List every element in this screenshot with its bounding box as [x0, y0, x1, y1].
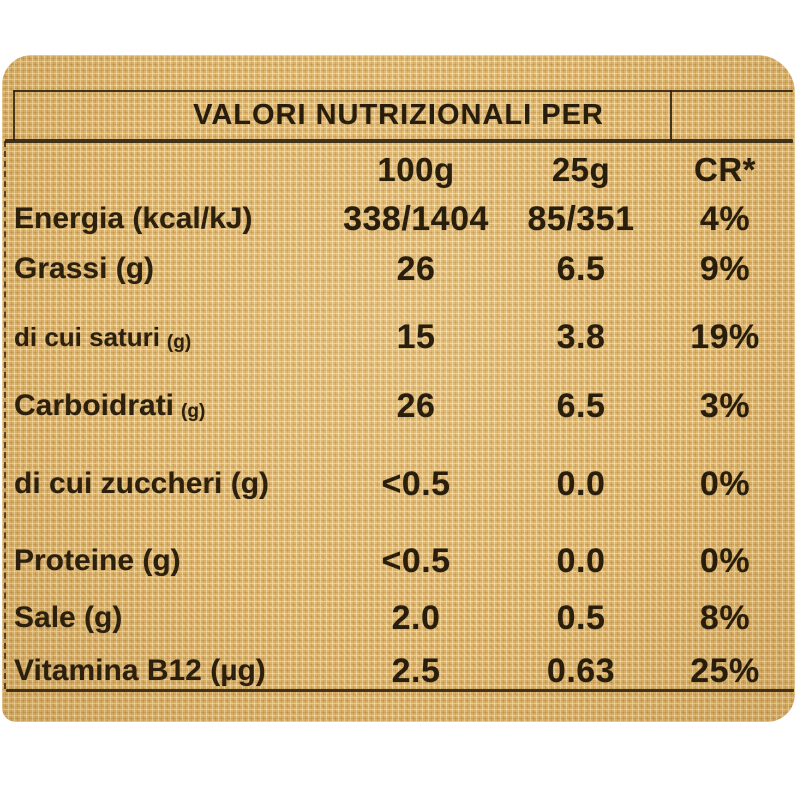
value-cr-percent: 4%: [699, 200, 751, 238]
nutrition-row-proteine: [2, 539, 795, 583]
value-per-25g: 3.8: [556, 318, 606, 356]
value-cr-percent: 19%: [690, 318, 760, 356]
value-cr-percent: 3%: [699, 387, 751, 425]
column-header-cr: CR*: [693, 151, 756, 188]
value-per-100g: 26: [396, 250, 436, 288]
row-label: [14, 384, 205, 432]
value-cr-percent: 0%: [699, 465, 751, 503]
value-per-100g: <0.5: [381, 542, 451, 580]
column-header-25g: 25g: [551, 151, 611, 188]
value-per-25g: 0.0: [556, 465, 606, 503]
row-label: Vitamina B12 (µg): [14, 654, 266, 687]
nutrition-label: [2, 55, 795, 722]
value-per-100g: 2.0: [391, 599, 441, 637]
value-per-100g: 2.5: [391, 652, 441, 690]
title-bottom-rule: [5, 139, 793, 143]
row-label-text: Carboidrati: [14, 389, 175, 422]
row-label: Grassi (g): [14, 252, 155, 285]
nutrition-row-saturi: [2, 315, 795, 359]
nutrition-row-energia: [2, 197, 795, 241]
value-cr-percent: 25%: [690, 652, 760, 690]
value-per-100g: <0.5: [381, 465, 451, 503]
value-per-25g: 6.5: [556, 387, 606, 425]
label-title: VALORI NUTRIZIONALI PER: [193, 99, 604, 131]
row-label: Proteine (g): [14, 544, 181, 577]
value-per-25g: 85/351: [527, 200, 635, 238]
nutrition-row-zuccheri: [2, 462, 795, 506]
value-per-25g: 0.0: [556, 542, 606, 580]
value-per-25g: 0.63: [546, 652, 616, 690]
row-unit: (g): [181, 401, 206, 422]
value-cr-percent: 9%: [699, 250, 751, 288]
value-per-25g: 6.5: [556, 250, 606, 288]
nutrition-row-carboidrati: [2, 384, 795, 428]
row-label: di cui zuccheri (g): [14, 467, 270, 500]
value-per-100g: 15: [396, 318, 436, 356]
row-label: [14, 315, 191, 363]
column-header-100g: 100g: [377, 151, 455, 188]
nutrition-row-grassi: [2, 247, 795, 291]
value-per-100g: 338/1404: [343, 200, 489, 238]
value-per-25g: 0.5: [556, 599, 606, 637]
value-cr-percent: 0%: [699, 542, 751, 580]
nutrition-row-vitamina-b12: [2, 649, 795, 693]
row-label: Energia (kcal/kJ): [14, 202, 253, 235]
column-header-row: [2, 148, 795, 192]
row-unit: (g): [166, 332, 192, 353]
value-per-100g: 26: [396, 387, 436, 425]
row-label: Sale (g): [14, 601, 123, 634]
row-label-text: di cui saturi: [14, 322, 160, 352]
value-cr-percent: 8%: [699, 599, 751, 637]
nutrition-row-sale: [2, 596, 795, 640]
